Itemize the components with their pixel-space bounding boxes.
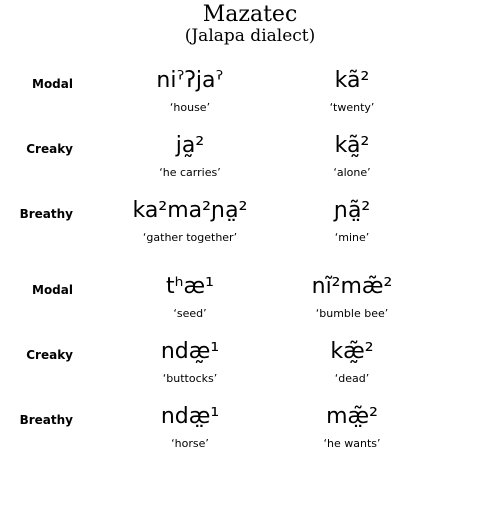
- example-cell: [262, 403, 442, 450]
- example-cell: [100, 67, 280, 114]
- gloss: ‘house’: [169, 101, 211, 114]
- ipa-word: mæ̤̃²: [326, 404, 378, 429]
- phonation-row-creaky: [0, 132, 500, 192]
- phonation-label: Modal: [32, 77, 73, 91]
- gloss: ‘buttocks’: [162, 372, 218, 385]
- gloss: ‘he wants’: [323, 437, 381, 450]
- ipa-word: kã̰²: [334, 133, 370, 158]
- page-subtitle: (Jalapa dialect): [184, 26, 316, 46]
- gloss: ‘alone’: [333, 166, 371, 179]
- gloss: ‘he carries’: [159, 166, 221, 179]
- page-title: Mazatec: [202, 2, 298, 27]
- gloss: ‘twenty’: [329, 101, 375, 114]
- phonation-label: Modal: [32, 283, 73, 297]
- example-cell: [262, 197, 442, 244]
- ipa-word: ndæ̤¹: [160, 404, 220, 429]
- ipa-word: kã²: [334, 68, 370, 93]
- ipa-word: niˀʔjaˀ: [156, 68, 224, 93]
- example-cell: [262, 338, 442, 385]
- gloss: ‘mine’: [334, 231, 370, 244]
- phonation-row-creaky: [0, 338, 500, 398]
- phonation-row-modal: [0, 273, 500, 333]
- phonation-label: Breathy: [19, 207, 73, 221]
- gloss: ‘horse’: [171, 437, 209, 450]
- ipa-word: ka²ma²ɲa̤²: [132, 198, 248, 223]
- phonation-label: Creaky: [26, 348, 73, 362]
- ipa-word: tʰæ¹: [166, 274, 214, 299]
- example-cell: [100, 403, 280, 450]
- ipa-word: ɲã̤²: [333, 198, 371, 223]
- example-cell: [262, 67, 442, 114]
- example-cell: [262, 273, 442, 320]
- ipa-word: nĩ²mæ̃²: [311, 274, 393, 299]
- gloss: ‘bumble bee’: [315, 307, 389, 320]
- example-cell: [262, 132, 442, 179]
- phonation-label: Creaky: [26, 142, 73, 156]
- gloss: ‘seed’: [173, 307, 207, 320]
- phonation-row-modal: [0, 67, 500, 127]
- phonation-label: Breathy: [19, 413, 73, 427]
- example-cell: [100, 197, 280, 244]
- example-cell: [100, 338, 280, 385]
- phonation-row-breathy: [0, 403, 500, 463]
- ipa-word: ja̰²: [175, 133, 205, 158]
- gloss: ‘dead’: [334, 372, 370, 385]
- ipa-word: ndæ̰¹: [160, 339, 220, 364]
- phonation-row-breathy: [0, 197, 500, 257]
- ipa-word: kæ̰̃²: [330, 339, 374, 364]
- example-cell: [100, 132, 280, 179]
- gloss: ‘gather together’: [142, 231, 238, 244]
- example-cell: [100, 273, 280, 320]
